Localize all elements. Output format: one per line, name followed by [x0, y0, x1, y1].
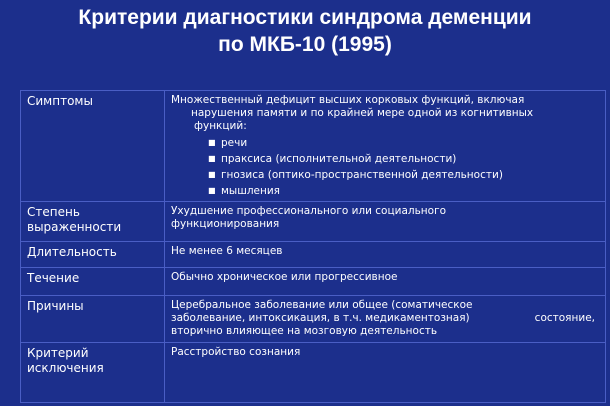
course-label: Течение [27, 271, 80, 285]
exclusion-label-line1: Критерий [27, 346, 89, 360]
row-label-exclusion [21, 343, 165, 403]
row-label-causes [21, 296, 165, 343]
table-row [21, 296, 606, 343]
row-desc-symptoms [165, 91, 606, 202]
causes-text-line1: Церебральное заболевание или общее (соматическое [171, 299, 473, 311]
functions-list [171, 135, 601, 199]
causes-label: Причины [27, 299, 84, 313]
row-desc-course [165, 268, 606, 296]
table-row [21, 268, 606, 296]
symptoms-label: Симптомы [27, 94, 93, 108]
list-item: ■ мышления [208, 185, 280, 197]
page-title [0, 4, 610, 58]
severity-text-line2: функционирования [171, 218, 280, 230]
list-item: ■ речи [208, 137, 248, 149]
exclusion-text: Расстройство сознания [171, 346, 301, 358]
course-text: Обычно хроническое или прогрессивное [171, 271, 398, 283]
title-line-1: Критерии диагностики синдрома деменции [78, 6, 532, 29]
criteria-table [20, 90, 606, 403]
severity-text-line1: Ухудшение профессионального или социального [171, 205, 447, 217]
table-row [21, 91, 606, 202]
row-label-severity [21, 202, 165, 242]
row-label-duration [21, 242, 165, 268]
duration-label: Длительность [27, 245, 117, 259]
table-row [21, 242, 606, 268]
causes-text-line2-right: состояние, [534, 312, 595, 324]
row-desc-duration [165, 242, 606, 268]
row-desc-exclusion [165, 343, 606, 403]
bullet-icon: ■ [208, 138, 216, 147]
bullet-icon: ■ [208, 170, 216, 179]
causes-text-line3: вторично влияющее на мозговую деятельность [171, 325, 438, 337]
list-item: ■ праксиса (исполнительной деятельности) [208, 153, 457, 165]
causes-text-line2-left: заболевание, интоксикация, в т.ч. медикаментозная) [171, 312, 470, 324]
row-label-course [21, 268, 165, 296]
duration-text: Не менее 6 месяцев [171, 245, 283, 257]
exclusion-label-line2: исключения [27, 361, 104, 375]
severity-label-line2: выраженности [27, 220, 122, 234]
table-row [21, 202, 606, 242]
severity-label-line1: Степень [27, 205, 80, 219]
list-item: ■ гнозиса (оптико-пространственной деятельности) [208, 169, 503, 181]
symptoms-text-line1: Множественный дефицит высших корковых функций, включая [171, 94, 525, 106]
causes-text-line2 [171, 312, 601, 325]
symptoms-text-line3: функций: [194, 120, 247, 132]
bullet-icon: ■ [208, 186, 216, 195]
row-desc-severity [165, 202, 606, 242]
row-label-symptoms [21, 91, 165, 202]
row-desc-causes [165, 296, 606, 343]
symptoms-text-line2: нарушения памяти и по крайней мере одной из когнитивных [191, 107, 534, 119]
title-line-2: по МКБ-10 (1995) [218, 33, 392, 56]
bullet-icon: ■ [208, 154, 216, 163]
table-row [21, 343, 606, 403]
